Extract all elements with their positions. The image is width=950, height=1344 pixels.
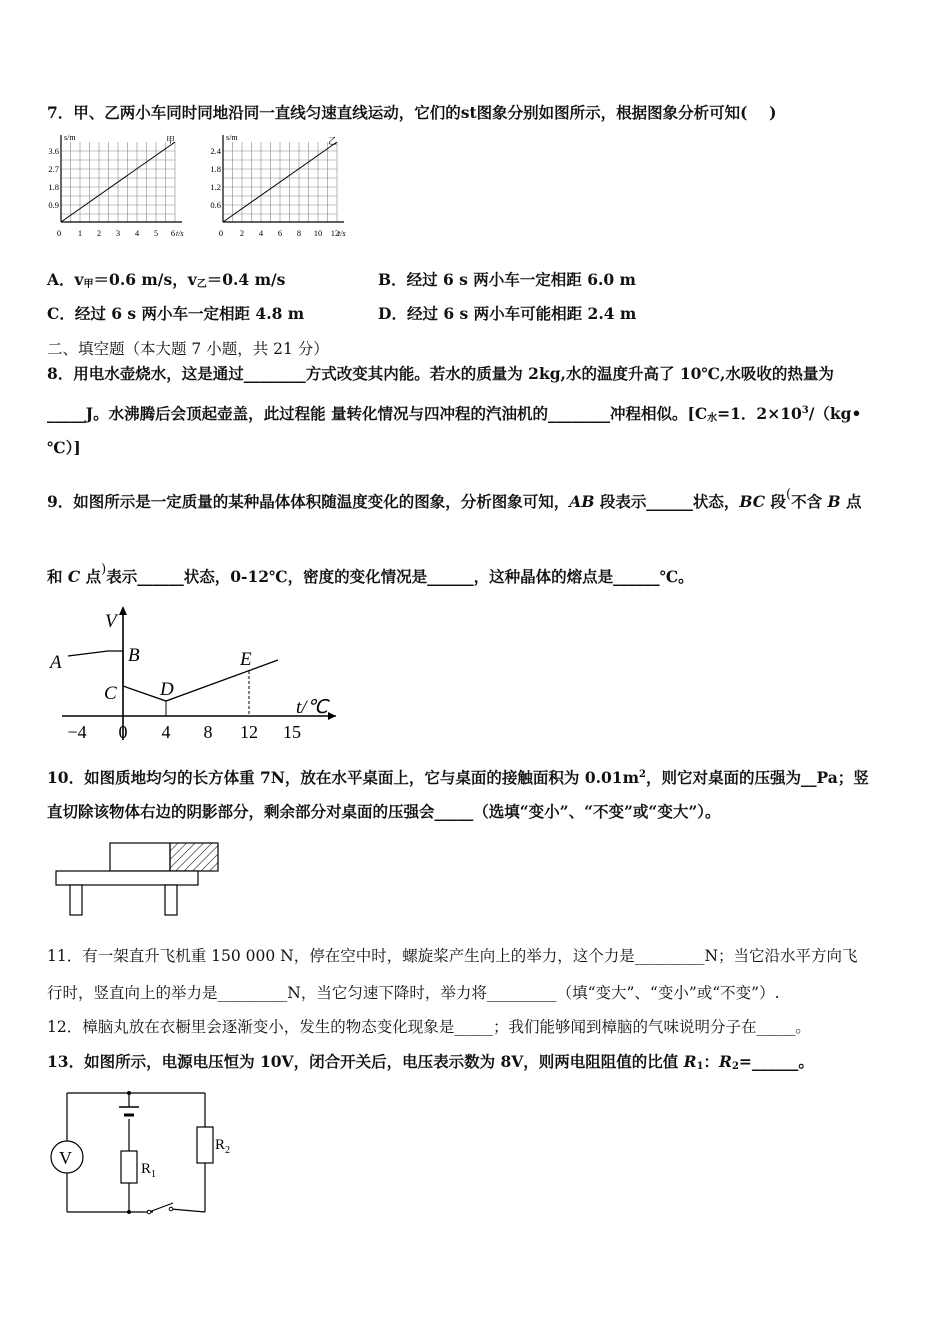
ytick: 3.6 [48, 146, 59, 156]
table-top [56, 871, 198, 885]
xtick: 15 [283, 722, 301, 742]
q7-option-d: D．经过 6 s 两小车可能相距 2.4 m [378, 304, 637, 323]
q8-line1: 8．用电水壶烧水，这是通过________方式改变其内能。若水的质量为 2kg,水的温度升高了 10℃,水吸收的热量为 [47, 364, 834, 383]
xtick: 0 [118, 722, 128, 742]
ytick: 1.8 [210, 164, 221, 174]
xtick: 0 [218, 228, 224, 238]
q11-line2: 行时，竖直向上的举力是_________N，当它匀速下降时，举力将_________（填“变大”、“变小”或“不变”）. [47, 984, 780, 1002]
q7-option-a: A．$v_甲=0.6$ m/s，$v_乙=0.4$ m/s [47, 270, 286, 290]
q7-option-c: C．经过 6 s 两小车一定相距 4.8 m [47, 304, 305, 323]
xlabel: t/s [338, 229, 346, 238]
q10-figure [50, 835, 230, 925]
xtick: 3 [115, 228, 121, 238]
block-shaded [170, 843, 218, 871]
q11-line1: 11．有一架直升飞机重 150 000 N，停在空中时，螺旋桨产生向上的举力，这个力是_________N；当它沿水平方向飞 [47, 947, 858, 965]
q9-line1: 9．如图所示是一定质量的某种晶体体积随温度变化的图象，分析图象可知，AB 段表示______状态，BC 段(不含 B 点 [47, 487, 862, 511]
r2-label: $R_2$ [215, 1137, 231, 1156]
q7-stem: 7．甲、乙两小车同时同地沿同一直线匀速直线运动，它们的st图象分别如图所示，根据图象分析可知( ) [47, 103, 777, 122]
q9-graph [40, 600, 340, 750]
xtick: 5 [153, 228, 159, 238]
series-name: 乙 [328, 136, 338, 146]
q8-line3: ℃）] [47, 438, 81, 457]
ylabel: s/m [64, 133, 76, 142]
q8-line2: _____J。水沸腾后会顶起壶盖，此过程能 量转化情况与四冲程的汽油机的________冲程相似。[$C_水=1$．$2\times 10^3/(kg•$ [47, 404, 862, 424]
point-c: C [104, 683, 117, 704]
table-leg [70, 885, 82, 915]
q10-line2: 直切除该物体右边的阴影部分，剩余部分对桌面的压强会_____（选填“变小”、“不变”或“变大”）。 [47, 802, 721, 821]
xlabel: t/s [176, 229, 184, 238]
xtick: 12 [240, 722, 258, 742]
q7-graph-yi [202, 130, 362, 240]
ytick: 2.4 [210, 146, 221, 156]
xtick: 2 [96, 228, 102, 238]
xtick: −4 [67, 722, 87, 742]
xtick: 10 [313, 228, 323, 238]
xtick: 6 [170, 228, 176, 238]
xtick: 8 [296, 228, 302, 238]
xtick: 1 [77, 228, 83, 238]
point-e: E [240, 649, 252, 670]
xtick: 2 [239, 228, 245, 238]
ylabel: V [105, 611, 117, 632]
curve-cde [123, 660, 278, 701]
xlabel: t/℃ [296, 697, 328, 718]
resistor-r2 [197, 1127, 213, 1163]
voltmeter-label: V [59, 1148, 72, 1168]
section-heading: 二、填空题（本大题 7 小题，共 21 分） [47, 340, 329, 358]
q10-line1: 10．如图质地均匀的长方体重 7N，放在水平桌面上，它与桌面的接触面积为 $0.01m^2$，则它对桌面的压强为__Pa；竖 [47, 768, 869, 787]
ytick: 0.9 [48, 200, 59, 210]
table-leg [165, 885, 177, 915]
r1-label: $R_1$ [141, 1161, 157, 1180]
point-d: D [160, 679, 174, 700]
q9-line2: 和 C 点)表示______状态，0-12℃，密度的变化情况是______，这种晶体的熔点是______℃。 [47, 562, 694, 586]
point-a: A [50, 652, 62, 673]
xtick: 4 [258, 228, 264, 238]
xtick: 4 [134, 228, 140, 238]
series-name: 甲 [166, 135, 176, 145]
q7-option-b: B．经过 6 s 两小车一定相距 6.0 m [378, 270, 636, 289]
ylabel: s/m [226, 133, 238, 142]
segment-ab [68, 651, 123, 656]
ytick: 2.7 [48, 164, 59, 174]
xtick: 0 [56, 228, 62, 238]
q13: 13．如图所示，电源电压恒为 10V，闭合开关后，电压表示数为 8V，则两电阻阻值的比值 $R_1$：$R_2=\_\_\_\_\_\_$。 [47, 1052, 814, 1072]
ytick: 1.2 [210, 182, 221, 192]
resistor-r1 [121, 1151, 137, 1183]
block-remaining [110, 843, 170, 871]
ytick: 1.8 [48, 182, 59, 192]
xtick: 8 [203, 722, 213, 742]
q12: 12．樟脑丸放在衣橱里会逐渐变小，发生的物态变化现象是_____；我们能够闻到樟脑的气味说明分子在_____。 [47, 1018, 811, 1036]
q7-graph-jia [40, 130, 200, 240]
xtick: 6 [277, 228, 283, 238]
xtick: 4 [161, 722, 171, 742]
xtick: 12 [330, 228, 340, 238]
q13-circuit [45, 1085, 245, 1225]
ytick: 0.6 [210, 200, 221, 210]
point-b: B [128, 645, 140, 666]
